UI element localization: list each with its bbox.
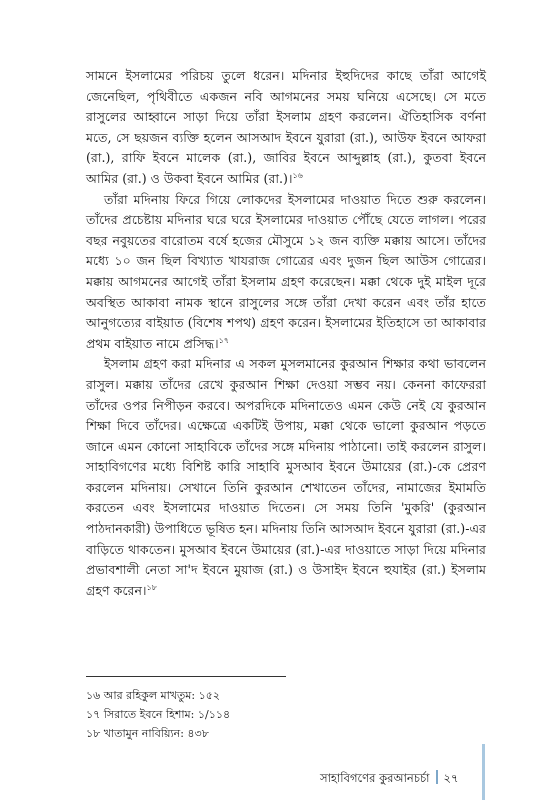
margin-accent-bar — [482, 744, 485, 800]
paragraph-3 — [86, 354, 486, 601]
paragraph-1 — [86, 66, 486, 190]
footnote-17: ১৭ সিরাতে ইবনে হিশাম: ১/১১৪ — [86, 708, 231, 721]
footnote-18: ১৮ খাতামুন নাবিয়্যিন: ৪৩৮ — [86, 727, 209, 740]
paragraph-1-text: সামনে ইসলামের পরিচয় তুলে ধরেন। মদিনার ইহুদিদের কাছে তাঁরা আগেই জেনেছিল, পৃথিবীতে একজন নবি আগমনের সময় ঘনিয়ে এসেছে। সে মতে রাসুলের আহ্বানে সাড়া দিয়ে তাঁরা ইসলাম গ্রহণ করলেন। ঐতিহাসিক বর্ণনা মতে, সে ছয়জন ব্যক্তি হলেন আসআদ ইবনে যুরারা (রা.), আউফ ইবনে আফরা (রা.), রাফি ইবনে মালেক (রা.), জাবির ইবনে আব্দুল্লাহ (রা.), কুতবা ইবনে আমির (রা.) ও উকবা ইবনে আমির (রা.)। — [86, 68, 486, 186]
footnote-ref-16: ১৬ — [292, 170, 303, 180]
book-title: সাহাবিগণের কুরআনচর্চা — [320, 771, 430, 785]
paragraph-3-text: ইসলাম গ্রহণ করা মদিনার এ সকল মুসলমানের কুরআন শিক্ষার কথা ভাবলেন রাসুল। মক্কায় তাঁদের রেখে কুরআন শিক্ষা দেওয়া সম্ভব নয়। কেননা কাফেররা তাঁদের ওপর নিপীড়ন করবে। অপরদিকে মদিনাতেও এমন কেউ নেই যে কুরআন শিক্ষা দিবে তাঁদের। এক্ষেত্রে একটিই উপায়, মক্কা থেকে ভালো কুরআন পড়তে জানে এমন কোনো সাহাবিকে তাঁদের সঙ্গে মদিনায় পাঠানো। তাই করলেন রাসুল। সাহাবিগণের মধ্যে বিশিষ্ট কারি সাহাবি মুসআব ইবনে উমায়ের (রা.)-কে প্রেরণ করলেন মদিনায়। সেখানে তিনি কুরআন শেখাতেন তাঁদের, নামাজের ইমামতি করতেন এবং ইসলামের দাওয়াত দিতেন। সে সময় তিনি 'মুকরি' (কুরআন পাঠদানকারী) উপাধিতে ভূষিত হন। মদিনায় তিনি আসআদ ইবনে যুরারা (রা.)-এর বাড়িতে থাকতেন। মুসআব ইবনে উমায়ের (রা.)-এর দাওয়াতে সাড়া দিয়ে মদিনার প্রভাবশালী নেতা সা'দ ইবনে মুয়াজ (রা.) ও উসাইদ ইবনে হুযাইর (রা.) ইসলাম গ্রহণ করেন। — [86, 356, 486, 598]
footnote-ref-18: ১৮ — [146, 582, 157, 592]
footnote-ref-17: ১৭ — [218, 335, 229, 345]
footnotes — [86, 686, 386, 743]
footnote-16: ১৬ আর রহিকুল মাখতুম: ১৫২ — [86, 689, 221, 702]
main-text — [86, 66, 486, 601]
paragraph-2 — [86, 190, 486, 355]
paragraph-2-text: তাঁরা মদিনায় ফিরে গিয়ে লোকদের ইসলামের দাওয়াত দিতে শুরু করলেন। তাঁদের প্রচেষ্টায় মদিনার ঘরে ঘরে ইসলামের দাওয়াত পৌঁছে যেতে লাগল। পরের বছর নবুয়তের বারোতম বর্ষে হজের মৌসুমে ১২ জন ব্যক্তি মক্কায় আসে। তাঁদের মধ্যে ১০ জন ছিল বিখ্যাত খাযরাজ গোত্রের এবং দুজন ছিল আউস গোত্রের। মক্কায় আগমনের আগেই তাঁরা ইসলাম গ্রহণ করেছেন। মক্কা থেকে দুই মাইল দূরে অবস্থিত আকাবা নামক স্থানে রাসুলের সঙ্গে তাঁরা দেখা করেন এবং তাঁর হাতে আনুগত্যের বাইয়াত (বিশেষ শপথ) গ্রহণ করেন। ইসলামের ইতিহাসে তা আকাবার প্রথম বাইয়াত নামে প্রসিদ্ধ। — [86, 191, 486, 351]
running-footer — [320, 770, 504, 785]
footnote-divider — [86, 676, 286, 677]
page-number: ২৭ — [443, 771, 459, 785]
footer-separator — [436, 770, 438, 784]
